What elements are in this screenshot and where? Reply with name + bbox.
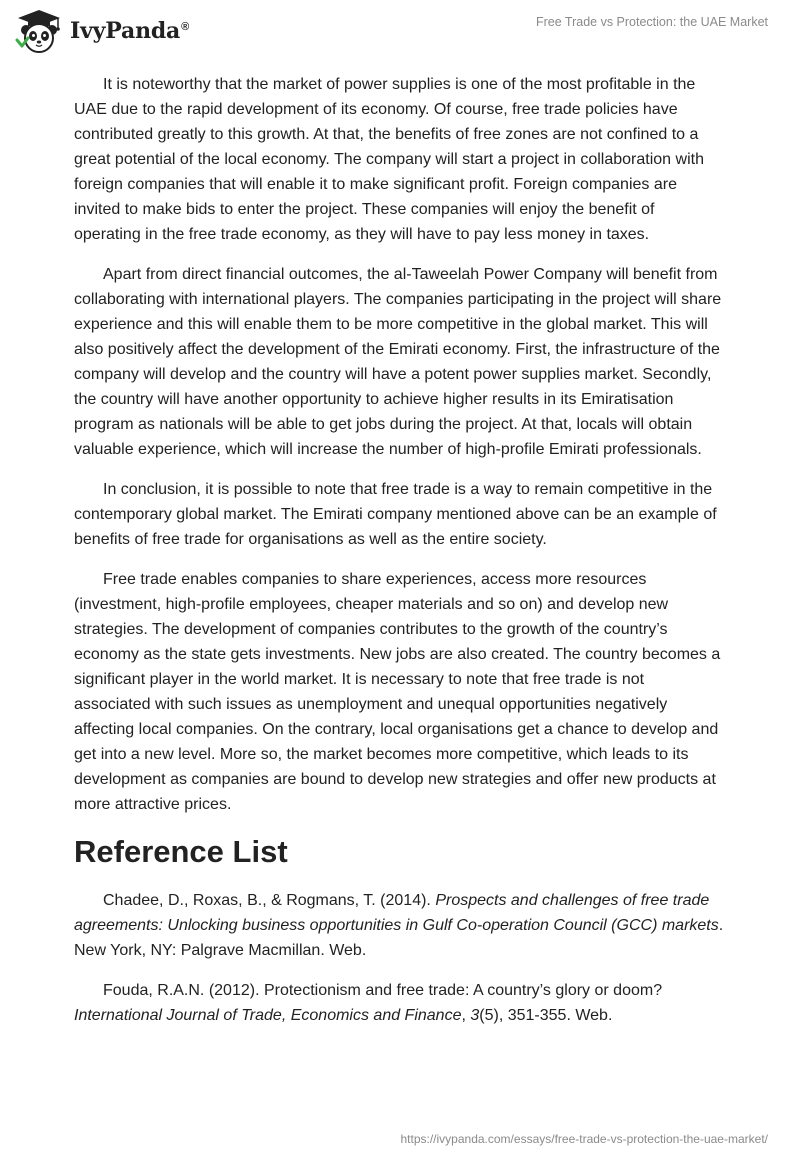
- reference-authors: Chadee, D., Roxas, B., & Rogmans, T. (2014).: [103, 892, 436, 909]
- reference-title: Prospects and challenges of free trade agreements: Unlocking business opportunities in Gulf Co-operation Council (GCC) markets: [74, 892, 719, 934]
- panda-graduate-icon: [14, 8, 64, 54]
- paragraph: Free trade enables companies to share experiences, access more resources (investment, high-profile employees, cheaper materials and so on) and develop new strategies. The development of companies contributes to the growth of the country’s economy as the state gets investments. New jobs are also created. The country becomes a significant player in the world market. It is necessary to note that free trade is not associated with such issues as unemployment and unequal opportunities negatively affecting local companies. On the contrary, local organisations get a chance to develop and get into a new level. More so, the market becomes more competitive, which leads to its development as companies are bound to develop new strategies and offer new products at more attractive prices.: [74, 571, 721, 813]
- reference-separator: ,: [461, 1007, 471, 1024]
- paragraph: In conclusion, it is possible to note that free trade is a way to remain competitive in the contemporary global market. The Emirati company mentioned above can be an example of benefits of free trade for organisations as well as the entire society.: [74, 481, 717, 548]
- reference-publisher: . New York, NY: Palgrave Macmillan. Web.: [74, 917, 724, 959]
- brand-logo[interactable]: [14, 8, 189, 54]
- page-header: [0, 0, 800, 60]
- paragraph: Apart from direct financial outcomes, the al-Taweelah Power Company will benefit from collaborating with international players. The companies participating in the project will share experience and this will enable them to be more competitive in the global market. This will also positively affect the development of the Emirati economy. First, the infrastructure of the company will develop and the country will have a potent power supplies market. Secondly, the country will have another opportunity to achieve higher results in its Emiratisation program as nationals will be able to get jobs during the project. At that, locals will obtain valuable experience, which will increase the number of high-profile Emirati professionals.: [74, 266, 722, 458]
- reference-authors: Fouda, R.A.N. (2012). Protectionism and free trade: A country’s glory or doom?: [103, 982, 663, 999]
- reference-pages: (5), 351-355. Web.: [479, 1007, 613, 1024]
- registered-mark: ®: [181, 20, 190, 33]
- reference-volume: 3: [470, 1007, 480, 1024]
- reference-entry: [74, 888, 724, 963]
- brand-name: IvyPanda®: [70, 18, 190, 44]
- reference-list-heading: Reference List: [74, 834, 288, 869]
- reference-entry: [74, 978, 724, 1028]
- paragraph: It is noteworthy that the market of power supplies is one of the most profitable in the UAE due to the rapid development of its economy. Of course, free trade policies have contributed greatly to this growth. At that, the benefits of free zones are not confined to a great potential of the local economy. The company will start a project in collaboration with foreign companies that will enable it to make significant profit. Foreign companies are invited to make bids to enter the project. These companies will enjoy the benefit of operating in the free trade economy, as they will have to pay less money in taxes.: [74, 76, 704, 243]
- reference-journal: International Journal of Trade, Economics and Finance: [74, 1007, 462, 1024]
- document-title: Free Trade vs Protection: the UAE Market: [535, 15, 768, 29]
- essay-content: [74, 72, 724, 1043]
- source-url[interactable]: https://ivypanda.com/essays/free-trade-vs-protection-the-uae-market/: [400, 1132, 768, 1146]
